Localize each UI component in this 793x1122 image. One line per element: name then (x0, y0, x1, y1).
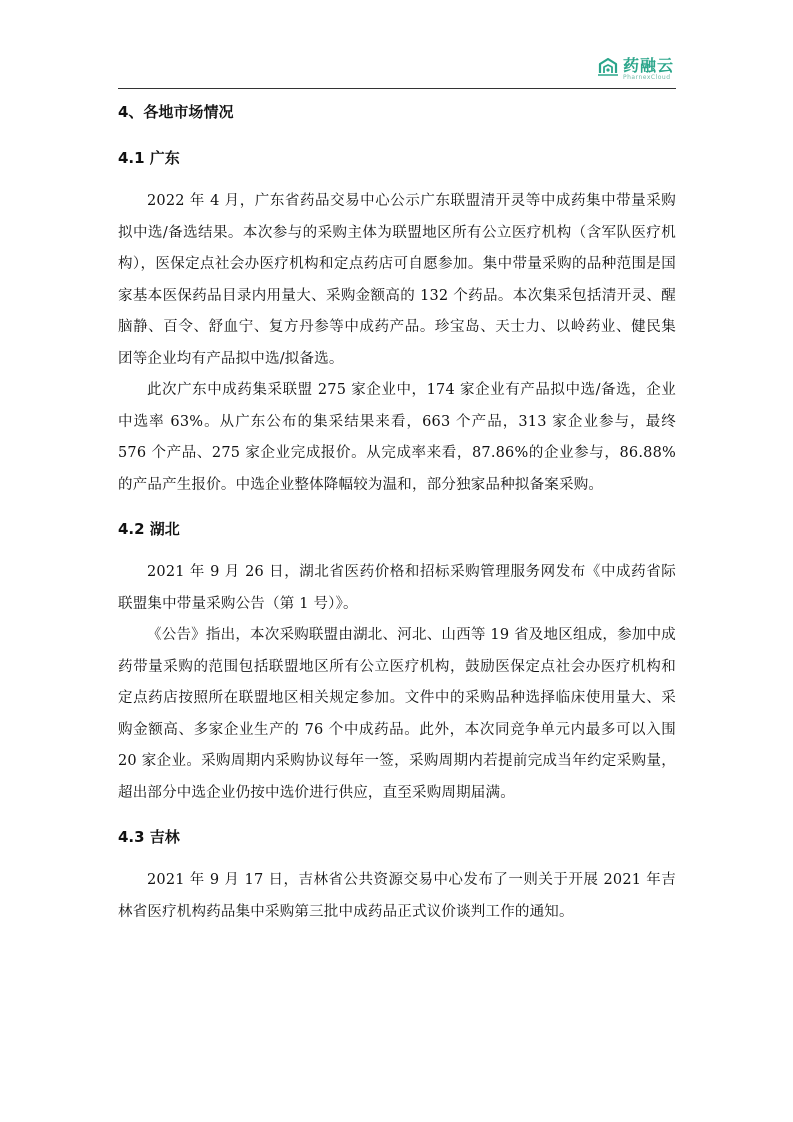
paragraph-hubei-2: 《公告》指出，本次采购联盟由湖北、河北、山西等 19 省及地区组成，参加中成药带量采购的范围包括联盟地区所有公立医疗机构，鼓励医保定点社会办医疗机构和定点药店按照所在联盟地区相关规定参加。文件中的采购品种选择临床使用量大、采购金额高、多家企业生产的 76 个中成药品。此外，本次同竞争单元内最多可以入围 20 家企业。采购周期内采购协议每年一签，采购周期内若提前完成当年约定采购量，超出部分中选企业仍按中选价进行供应，直至采购周期届满。 (118, 627, 676, 801)
page-header (118, 50, 676, 89)
paragraph-jilin-1: 2021 年 9 月 17 日，吉林省公共资源交易中心发布了一则关于开展 2021 年吉林省医疗机构药品集中采购第三批中成药品正式议价谈判工作的通知。 (118, 872, 676, 920)
document-body (118, 100, 676, 928)
heading-jilin: 4.3 吉林 (118, 828, 180, 846)
logo-subtitle: PharnexCloud (622, 74, 671, 81)
brand-logo (596, 54, 674, 84)
paragraph-guangdong-2: 此次广东中成药集采联盟 275 家企业中，174 家企业有产品拟中选/备选，企业中选率 63%。从广东公布的集采结果来看，663 个产品，313 家企业参与，最终 576 个产品、275 家企业完成报价。从完成率来看，87.86%的企业参与，86.88%的产品产生报价。中选企业整体降幅较为温和，部分独家品种拟备案采购。 (118, 382, 676, 493)
paragraph-guangdong-1: 2022 年 4 月，广东省药品交易中心公示广东联盟清开灵等中成药集中带量采购拟中选/备选结果。本次参与的采购主体为联盟地区所有公立医疗机构（含军队医疗机构），医保定点社会办医疗机构和定点药店可自愿参加。集中带量采购的品种范围是国家基本医保药品目录内用量大、采购金额高的 132 个药品。本次集采包括清开灵、醒脑静、百令、舒血宁、复方丹参等中成药产品。珍宝岛、天士力、以岭药业、健民集团等企业均有产品拟中选/拟备选。 (118, 193, 676, 367)
heading-hubei: 4.2 湖北 (118, 520, 180, 538)
heading-guangdong: 4.1 广东 (118, 149, 180, 167)
paragraph-hubei-1: 2021 年 9 月 26 日，湖北省医药价格和招标采购管理服务网发布《中成药省际联盟集中带量采购公告（第 1 号）》。 (118, 564, 676, 612)
section-title: 4、各地市场情况 (118, 103, 234, 121)
logo-name: 药融云 (622, 56, 674, 75)
pharnexcloud-logo-icon (596, 55, 620, 83)
